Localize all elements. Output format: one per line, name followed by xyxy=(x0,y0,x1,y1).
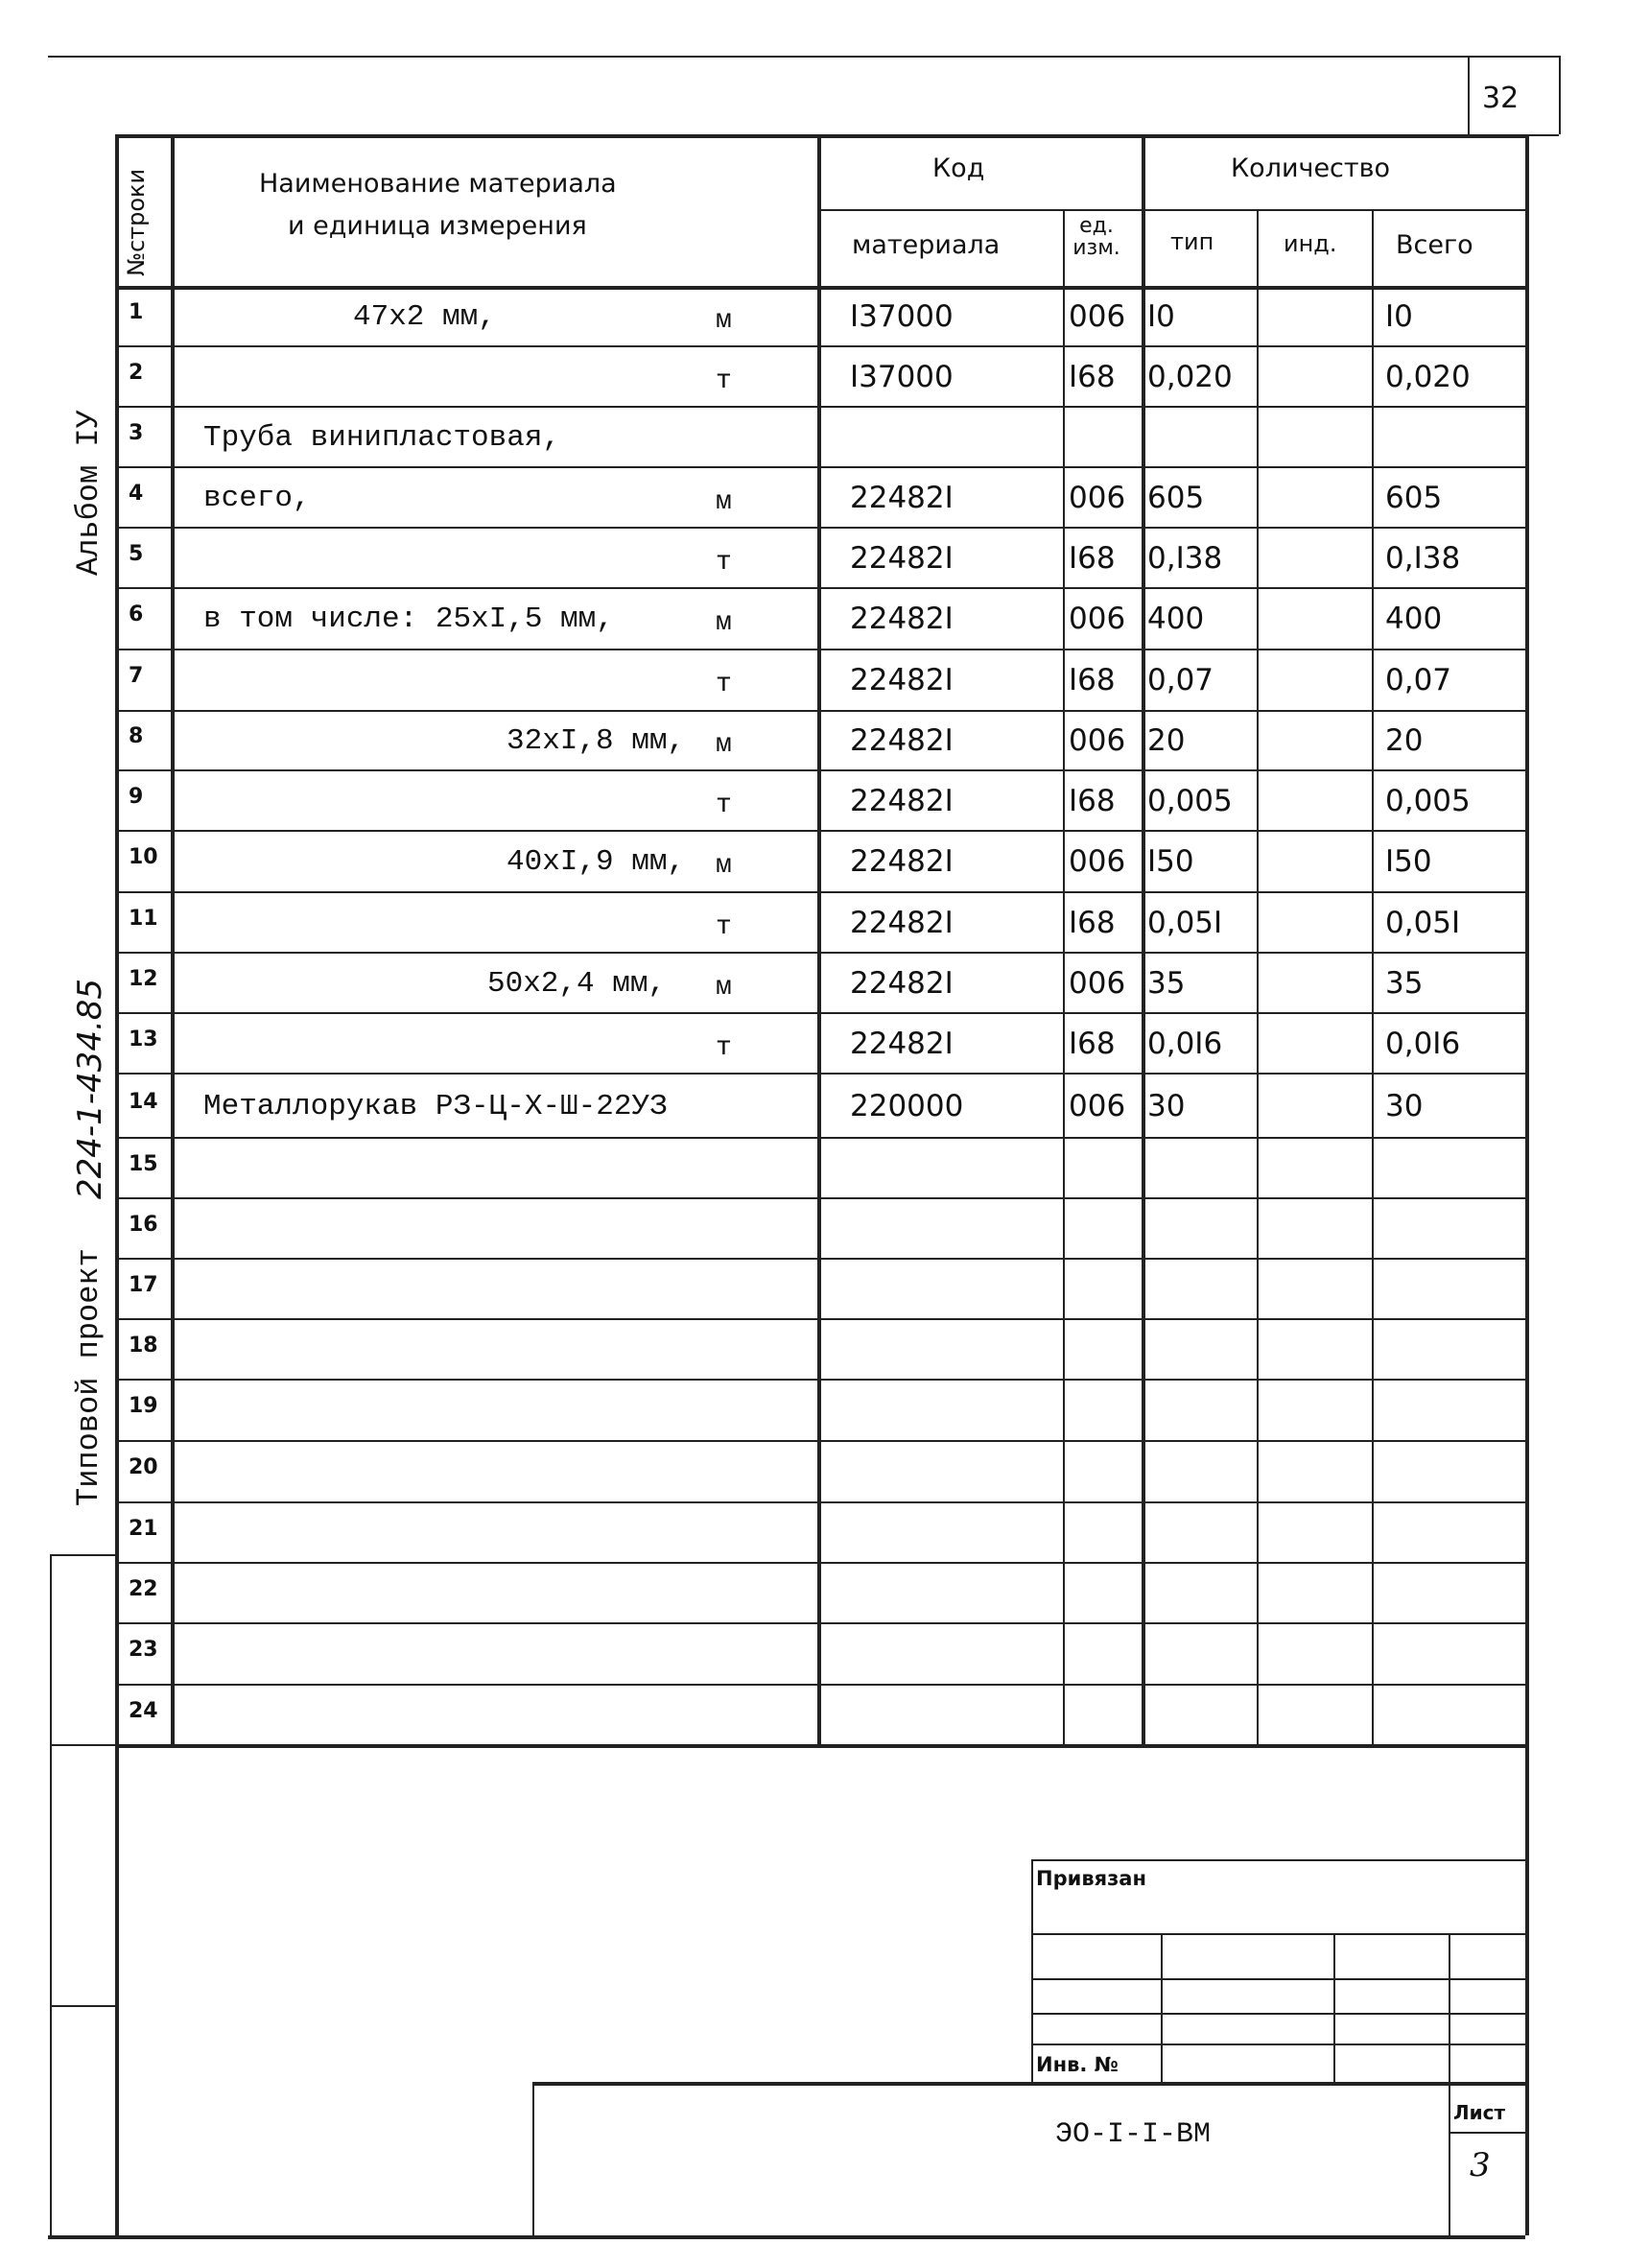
sheet-value: 3 xyxy=(1470,2146,1491,2185)
row-line xyxy=(115,769,1525,771)
unit-of-measure: м xyxy=(716,972,732,1003)
row-number: 19 xyxy=(129,1394,158,1418)
unit-of-measure: м xyxy=(716,608,732,638)
material-code: 22482I xyxy=(850,965,954,1001)
row-number: 24 xyxy=(129,1698,158,1723)
title-block-line xyxy=(1031,1978,1525,1980)
row-line xyxy=(115,1379,1525,1381)
sheet-label: Лист xyxy=(1453,2101,1506,2124)
material-name: в том числе: 25хI,5 мм, xyxy=(203,602,614,636)
unit-code: 006 xyxy=(1069,480,1126,515)
qty-type: 0,020 xyxy=(1147,359,1233,394)
row-line xyxy=(115,587,1525,589)
sheet-number-box-left xyxy=(1468,56,1470,134)
row-number: 10 xyxy=(129,845,158,869)
header-name-line2: и единица измерения xyxy=(288,211,587,241)
header-code-material: материала xyxy=(852,230,1001,260)
title-block-line xyxy=(1161,1933,1163,2082)
sheet-number-box-line xyxy=(1559,56,1561,134)
material-code: 22482I xyxy=(850,905,954,940)
unit-of-measure: т xyxy=(716,547,732,578)
unit-of-measure: т xyxy=(716,790,732,820)
material-code: 22482I xyxy=(850,1026,954,1061)
qty-type: 30 xyxy=(1147,1088,1186,1123)
row-line xyxy=(115,406,1525,408)
row-number: 2 xyxy=(129,360,144,385)
qty-type: 0,I38 xyxy=(1147,540,1223,576)
row-line xyxy=(115,1318,1525,1320)
qty-type: 400 xyxy=(1147,602,1205,636)
row-number: 11 xyxy=(129,906,158,931)
title-block-line xyxy=(1031,2044,1525,2045)
title-block-line xyxy=(532,2082,1525,2086)
qty-type: I0 xyxy=(1147,299,1175,334)
unit-code: I68 xyxy=(1069,359,1116,394)
row-number: 17 xyxy=(129,1272,158,1297)
material-code: I37000 xyxy=(850,359,954,394)
margin-box-mid xyxy=(50,1744,115,1746)
material-name: 32хI,8 мм, xyxy=(507,724,686,758)
title-block-line xyxy=(532,2082,534,2235)
unit-code: 006 xyxy=(1069,965,1126,1001)
row-line xyxy=(115,710,1525,712)
column-line xyxy=(1372,209,1374,1744)
qty-total: I0 xyxy=(1385,299,1413,334)
title-block-line xyxy=(1031,1933,1525,1935)
material-code: 22482I xyxy=(850,844,954,879)
row-number: 22 xyxy=(129,1576,158,1601)
qty-type: 605 xyxy=(1147,480,1205,515)
unit-code: 006 xyxy=(1069,1088,1126,1123)
row-number: 12 xyxy=(129,966,158,991)
margin-project-label: Типовой проект xyxy=(71,1248,106,1506)
row-line xyxy=(115,1684,1525,1686)
unit-code: 006 xyxy=(1069,844,1126,879)
qty-type: 35 xyxy=(1147,965,1186,1001)
row-number: 5 xyxy=(129,541,144,566)
qty-type: 0,005 xyxy=(1147,783,1233,818)
unit-of-measure: т xyxy=(716,670,732,699)
qty-type: 0,05I xyxy=(1147,905,1223,940)
sheet-number: 32 xyxy=(1482,82,1520,115)
unit-code: I68 xyxy=(1069,540,1116,576)
row-number: 4 xyxy=(129,481,144,506)
unit-code: I68 xyxy=(1069,905,1116,940)
material-code: 22482I xyxy=(850,663,954,697)
row-number: 13 xyxy=(129,1027,158,1051)
title-block-line xyxy=(1333,1933,1335,2082)
qty-total: 400 xyxy=(1385,602,1443,636)
row-number: 18 xyxy=(129,1333,158,1358)
unit-of-measure: м xyxy=(716,306,732,336)
material-name: Труба винипластовая, xyxy=(203,420,561,455)
row-number: 8 xyxy=(129,724,144,748)
row-line xyxy=(115,1744,1525,1748)
material-code: 22482I xyxy=(850,783,954,818)
title-block-line xyxy=(1031,1859,1525,1861)
qty-total: 605 xyxy=(1385,480,1443,515)
row-line xyxy=(115,1562,1525,1564)
row-line xyxy=(115,1258,1525,1260)
material-code: 22482I xyxy=(850,723,954,758)
qty-type: 0,07 xyxy=(1147,663,1214,697)
margin-album-label: Альбом IУ xyxy=(71,410,106,576)
header-code-unit: ед. изм. xyxy=(1072,214,1120,261)
column-line xyxy=(1063,209,1065,1744)
qty-total: 0,005 xyxy=(1385,783,1471,818)
column-line xyxy=(1257,209,1259,1744)
row-number: 3 xyxy=(129,420,144,445)
frame-right-line xyxy=(1525,134,1529,2235)
title-block-line xyxy=(1449,2132,1525,2134)
page-top-line xyxy=(48,56,1559,58)
title-block-line xyxy=(1031,2013,1525,2015)
unit-of-measure: м xyxy=(716,851,732,881)
qty-total: 20 xyxy=(1385,723,1424,758)
row-line xyxy=(115,649,1525,650)
row-number: 7 xyxy=(129,664,144,688)
row-line xyxy=(115,1137,1525,1139)
qty-type: 20 xyxy=(1147,723,1186,758)
unit-of-measure: м xyxy=(716,730,732,760)
inventory-number-label: Инв. № xyxy=(1036,2053,1119,2076)
qty-total: 0,05I xyxy=(1385,905,1461,940)
material-name: 50х2,4 мм, xyxy=(487,966,667,1001)
material-name: всего, xyxy=(203,481,311,515)
row-line xyxy=(115,830,1525,832)
row-number: 23 xyxy=(129,1638,158,1662)
qty-total: 30 xyxy=(1385,1088,1424,1123)
row-line xyxy=(115,345,1525,347)
header-quantity: Количество xyxy=(1231,154,1391,183)
qty-type: I50 xyxy=(1147,844,1194,879)
row-number: 14 xyxy=(129,1089,158,1114)
row-line xyxy=(115,1197,1525,1199)
row-line xyxy=(115,1012,1525,1014)
unit-of-measure: т xyxy=(716,366,732,396)
unit-code: 006 xyxy=(1069,299,1126,334)
unit-of-measure: м xyxy=(716,486,732,517)
material-code: 22482I xyxy=(850,540,954,576)
header-name-line1: Наименование материала xyxy=(259,169,617,199)
row-line xyxy=(115,527,1525,529)
header-qty-type: тип xyxy=(1170,228,1214,255)
material-name: 40хI,9 мм, xyxy=(507,845,686,879)
qty-total: 0,0I6 xyxy=(1385,1026,1461,1061)
header-code: Код xyxy=(932,154,985,183)
qty-total: 0,07 xyxy=(1385,663,1452,697)
frame-inner-left-line xyxy=(115,134,119,2235)
frame-bottom-line xyxy=(48,2235,1525,2239)
header-mid-line xyxy=(817,209,1525,211)
qty-total: 35 xyxy=(1385,965,1424,1001)
unit-code: I68 xyxy=(1069,783,1116,818)
unit-of-measure: т xyxy=(716,911,732,942)
unit-code: 006 xyxy=(1069,602,1126,636)
row-number: 1 xyxy=(129,300,144,324)
margin-outer-line xyxy=(50,1554,52,2235)
row-number: 20 xyxy=(129,1455,158,1479)
margin-box-mid2 xyxy=(50,2005,115,2007)
qty-total: I50 xyxy=(1385,844,1432,879)
margin-project-code: 224-1-434.85 xyxy=(71,978,109,1199)
qty-total: 0,020 xyxy=(1385,359,1471,394)
unit-code: 006 xyxy=(1069,723,1126,758)
material-name: 47х2 мм, xyxy=(353,300,496,334)
header-qty-ind: инд. xyxy=(1284,230,1337,257)
row-line xyxy=(115,466,1525,468)
row-number: 16 xyxy=(129,1212,158,1237)
row-line xyxy=(115,1073,1525,1075)
row-line xyxy=(115,952,1525,954)
row-number: 15 xyxy=(129,1151,158,1176)
material-code: 22482I xyxy=(850,480,954,515)
attached-label: Привязан xyxy=(1036,1867,1146,1890)
material-code: I37000 xyxy=(850,299,954,334)
title-block-line xyxy=(1031,1859,1033,2082)
row-number: 21 xyxy=(129,1516,158,1541)
margin-box-top xyxy=(50,1554,115,1556)
material-code: 22482I xyxy=(850,602,954,636)
qty-type: 0,0I6 xyxy=(1147,1026,1223,1061)
row-line xyxy=(115,891,1525,893)
header-row-number: №строки xyxy=(123,168,150,276)
document-code: ЭО-I-I-ВМ xyxy=(1055,2118,1212,2151)
unit-of-measure: т xyxy=(716,1032,732,1063)
unit-code: I68 xyxy=(1069,663,1116,697)
unit-code: I68 xyxy=(1069,1026,1116,1061)
row-number: 9 xyxy=(129,784,144,809)
row-line xyxy=(115,1501,1525,1503)
header-qty-total: Всего xyxy=(1396,230,1473,260)
row-line xyxy=(115,1440,1525,1442)
material-code: 220000 xyxy=(850,1088,964,1123)
row-line xyxy=(115,1622,1525,1624)
material-name: Металлорукав РЗ-Ц-Х-Ш-22УЗ xyxy=(203,1089,668,1123)
qty-total: 0,I38 xyxy=(1385,540,1461,576)
row-number: 6 xyxy=(129,602,144,626)
